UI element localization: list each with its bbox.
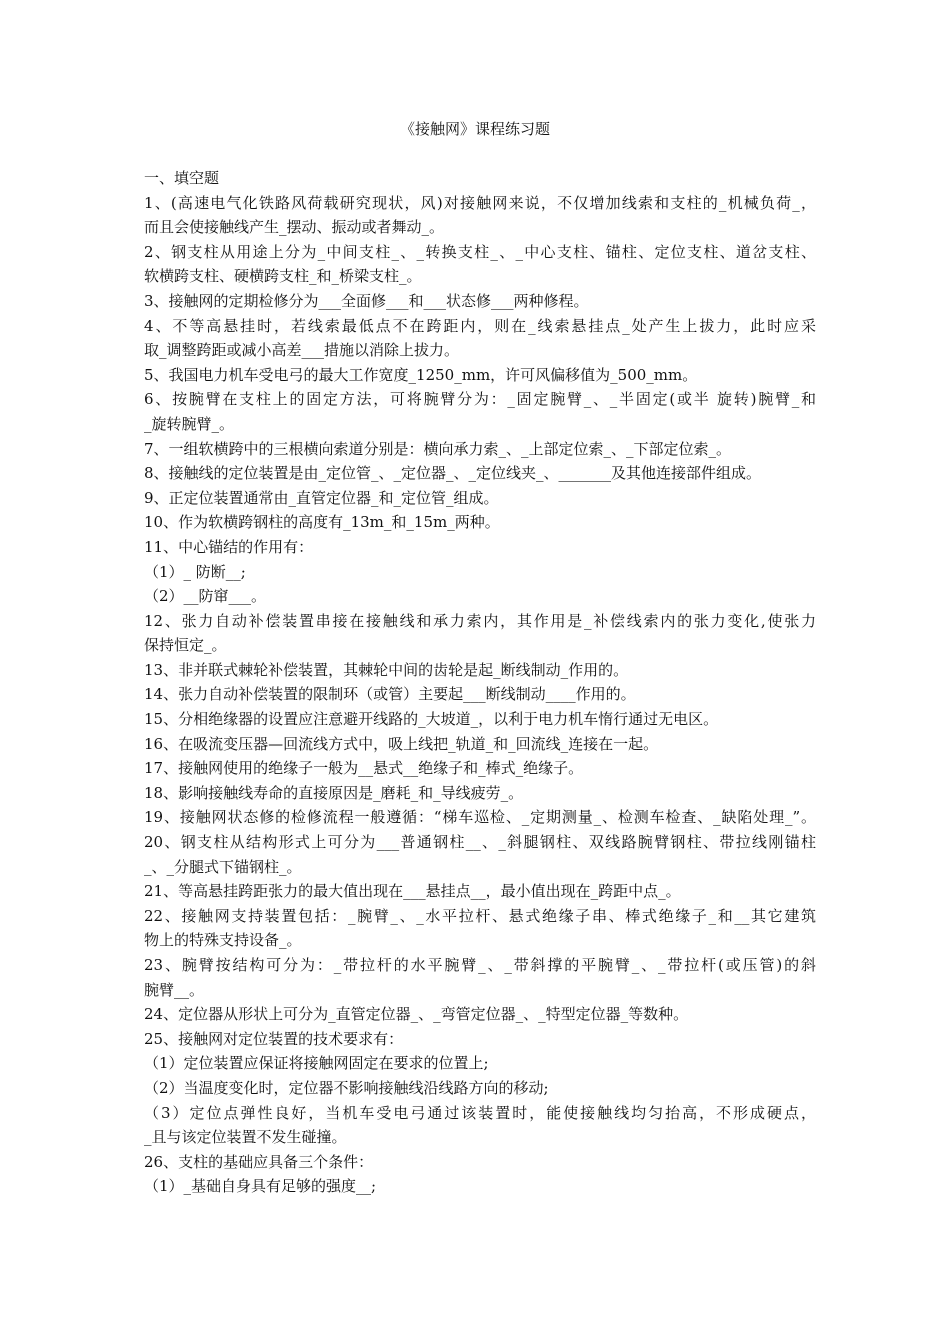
question-12-line-2: 保持恒定_。 (144, 636, 227, 655)
question-22-line-2: 物上的特殊支持设备_。 (144, 931, 302, 950)
question-4-line-1: 4、不等高悬挂时，若线索最低点不在跨距内，则在_线索悬挂点_处产生上拔力，此时应采 (144, 316, 816, 335)
question-19: 19、接触网状态修的检修流程一般遵循：“梯车巡检、_定期测量_、检测车检查、_缺陷处理_”。 (144, 808, 816, 827)
question-20-line-1: 20、钢支柱从结构形式上可分为___普通钢柱__、_斜腿钢柱、双线路腕臂钢柱、带拉线刚锚柱 (144, 833, 816, 852)
question-23-line-2: 腕臂__。 (144, 980, 205, 999)
document-title: 《接触网》课程练习题 (399, 120, 550, 138)
question-1-line-2: 而且会使接触线产生_摆动、振动或者舞动_。 (144, 218, 445, 237)
question-4-line-2: 取_调整跨距或减小高差___措施以消除上拔力。 (144, 341, 460, 360)
question-9: 9、正定位装置通常由_直管定位器_和_定位管_组成。 (144, 488, 499, 507)
question-6-line-1: 6、按腕臂在支柱上的固定方法，可将腕臂分为：_固定腕臂_、_半固定(或半 旋转)腕臂_和 (144, 390, 816, 409)
question-26: 26、支柱的基础应具备三个条件： (144, 1152, 374, 1171)
question-21: 21、等高悬挂跨距张力的最大值出现在___悬挂点__，最小值出现在_跨距中点_。 (144, 882, 681, 901)
question-25-item-2: （2）当温度变化时，定位器不影响接触线沿线路方向的移动; (144, 1078, 549, 1097)
question-26-item-1: （1）_基础自身具有足够的强度__; (144, 1177, 377, 1196)
question-1-line-1: 1、(高速电气化铁路风荷载研究现状，风)对接触网来说，不仅增加线索和支柱的_机械负荷_， (144, 193, 816, 212)
question-10: 10、作为软横跨钢柱的高度有_13m_和_15m_两种。 (144, 513, 500, 532)
question-20-line-2: _、_分腿式下锚钢柱_。 (144, 857, 302, 876)
question-17: 17、接触网使用的绝缘子一般为__悬式__绝缘子和_棒式_绝缘子。 (144, 759, 584, 778)
question-25-item-3-line-2: _且与该定位装置不发生碰撞。 (144, 1128, 347, 1147)
question-16: 16、在吸流变压器—回流线方式中，吸上线把_轨道_和_回流线_连接在一起。 (144, 734, 659, 753)
question-8: 8、接触线的定位装置是由_定位管_、_定位器_、_定位线夹_、_______及其他连接部件组成。 (144, 464, 762, 483)
question-15: 15、分相绝缘器的设置应注意避开线路的_大坡道_，以利于电力机车惰行通过无电区。 (144, 710, 719, 729)
section-heading: 一、填空题 (144, 169, 220, 187)
question-11: 11、中心锚结的作用有： (144, 537, 314, 556)
question-7: 7、一组软横跨中的三根横向索道分别是：横向承力索_、_上部定位索_、_下部定位索_。 (144, 439, 732, 458)
question-6-line-2: _旋转腕臂_。 (144, 414, 235, 433)
question-23-line-1: 23、腕臂按结构可分为：_带拉杆的水平腕臂_、_带斜撑的平腕臂_、_带拉杆(或压管)的斜 (144, 956, 816, 974)
question-12-line-1: 12、张力自动补偿装置串接在接触线和承力索内，其作用是_补偿线索内的张力变化,使张力 (144, 611, 816, 630)
question-18: 18、影响接触线寿命的直接原因是_磨耗_和_导线疲劳_。 (144, 783, 524, 802)
exercise-content (144, 166, 816, 1199)
question-22-line-1: 22、接触网支持装置包括：_腕臂_、_水平拉杆、悬式绝缘子串、棒式绝缘子_和__其它建筑 (144, 906, 816, 925)
question-3: 3、接触网的定期检修分为___全面修___和___状态修___两种修程。 (144, 291, 589, 310)
question-25-item-1: （1）定位装置应保证将接触网固定在要求的位置上; (144, 1054, 489, 1073)
question-25-item-3-line-1: （3）定位点弹性良好，当机车受电弓通过该装置时，能使接触线均匀抬高，不形成硬点， (144, 1103, 816, 1122)
question-11-item-2: （2）__防窜___。 (144, 587, 267, 606)
question-11-item-1: （1）_ 防断__; (144, 562, 246, 581)
question-24: 24、定位器从形状上可分为_直管定位器_、_弯管定位器_、_特型定位器_等数种。 (144, 1005, 689, 1024)
question-2-line-2: 软横跨支柱、硬横跨支柱_和_桥梁支柱_。 (144, 267, 422, 286)
question-13: 13、非并联式棘轮补偿装置，其棘轮中间的齿轮是起_断线制动_作用的。 (144, 660, 629, 679)
question-5: 5、我国电力机车受电弓的最大工作宽度_1250_mm，许可风偏移值为_500_mm。 (144, 365, 698, 384)
question-2-line-1: 2、钢支柱从用途上分为_中间支柱_、_转换支柱_、_中心支柱、锚柱、定位支柱、道岔支柱、 (144, 242, 816, 261)
question-25: 25、接触网对定位装置的技术要求有： (144, 1029, 404, 1048)
question-14: 14、张力自动补偿装置的限制环（或管）主要起___断线制动____作用的。 (144, 685, 636, 704)
